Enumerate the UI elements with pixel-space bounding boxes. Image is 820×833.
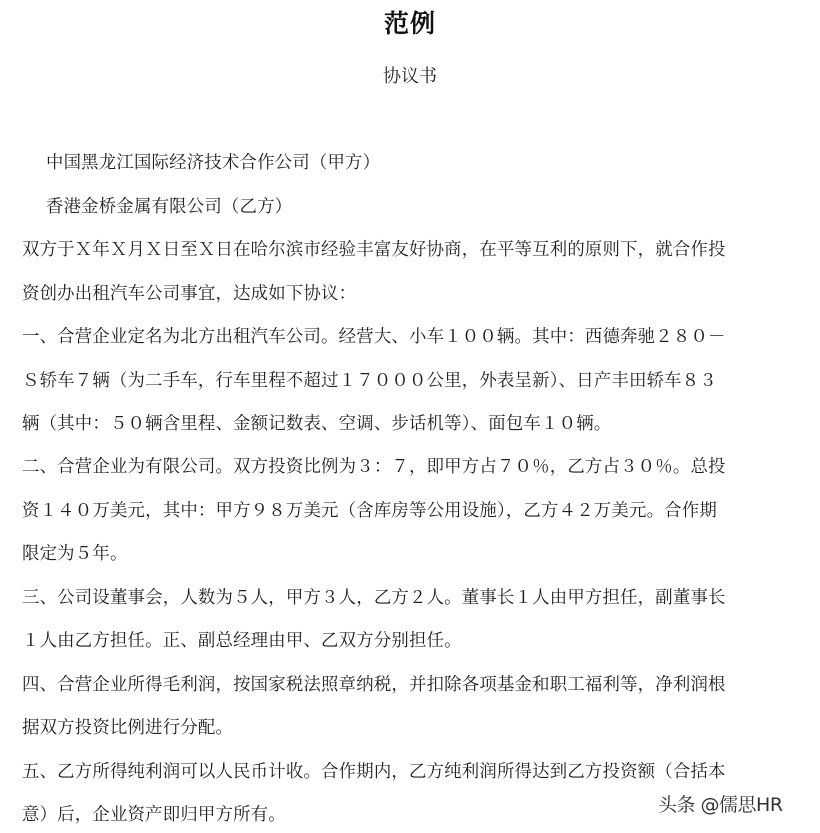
clause-2-line-1: 二、合营企业为有限公司。双方投资比例为３：７，即甲方占７０％，乙方占３０％。总投 <box>22 457 726 477</box>
clause-3-line-1: 三、公司设董事会，人数为５人，甲方３人，乙方２人。董事长１人由甲方担任，副董事长 <box>22 588 726 608</box>
document-title: 范例 <box>383 9 436 38</box>
clause-3-line-2: １人由乙方担任。正、副总经理由甲、乙双方分别担任。 <box>22 631 462 651</box>
document-subtitle: 协议书 <box>383 66 437 87</box>
party-a: 中国黑龙江国际经济技术合作公司（甲方） <box>46 153 381 173</box>
preamble-line-1: 双方于Ｘ年Ｘ月Ｘ日至Ｘ日在哈尔滨市经验丰富友好协商，在平等互利的原则下，就合作投 <box>22 240 726 260</box>
clause-5-line-2: 意）后，企业资产即归甲方所有。 <box>22 805 286 825</box>
watermark: 头条 @儒思HR <box>658 794 783 816</box>
clause-1-line-3: 辆（其中：５０辆含里程、金额记数表、空调、步话机等）、面包车１０辆。 <box>22 414 612 434</box>
clause-1-line-1: 一、合营企业定名为北方出租汽车公司。经营大、小车１００辆。其中：西德奔驰２８０－ <box>22 327 726 347</box>
clause-5-line-1: 五、乙方所得纯利润可以人民币计收。合作期内，乙方纯利润所得达到乙方投资额（合括本 <box>22 762 726 782</box>
clause-4-line-1: 四、合营企业所得毛利润，按国家税法照章纳税，并扣除各项基金和职工福利等，净利润根 <box>22 675 726 695</box>
clause-4-line-2: 据双方投资比例进行分配。 <box>22 718 234 738</box>
clause-1-line-2: Ｓ轿车７辆（为二手车，行车里程不超过１７０００公里，外表呈新）、日产丰田轿车８３ <box>22 371 717 391</box>
clause-2-line-2: 资１４０万美元，其中：甲方９８万美元（含库房等公用设施），乙方４２万美元。合作期 <box>22 501 717 521</box>
preamble-line-2: 资创办出租汽车公司事宜，达成如下协议： <box>22 284 357 304</box>
party-b: 香港金桥金属有限公司（乙方） <box>46 197 293 217</box>
clause-2-line-3: 限定为５年。 <box>22 544 128 564</box>
